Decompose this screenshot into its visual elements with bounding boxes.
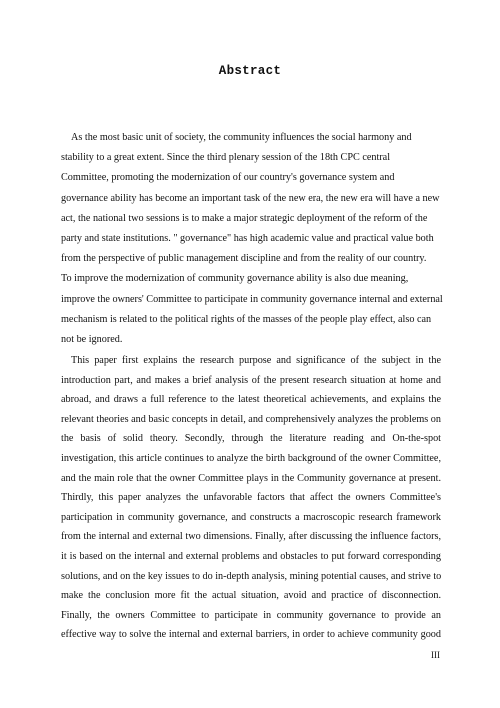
paragraph-line: it is based on the internal and external problems and obstacles to put forward corresponding (61, 550, 441, 562)
paragraph-line: make the conclusion more fit the actual situation, avoid and practice of disconnection. (61, 590, 441, 602)
paragraph-line: improve the owners' Committee to participate in community governance internal and external (61, 293, 443, 305)
page-number: III (431, 650, 440, 660)
paragraph-line: Finally, the owners Committee to participate in community governance to provide an (61, 609, 441, 621)
paragraph-line: party and state institutions. " governance" has high academic value and practical value both (61, 232, 434, 244)
paragraph-line: governance ability has become an important task of the new era, the new era will have a new (61, 192, 440, 204)
paragraph-line: abroad, and draws a full reference to the latest theoretical achievements, and explains the (61, 394, 441, 406)
paragraph-line: not be ignored. (61, 333, 123, 345)
paragraph-line: relevant theories and basic concepts in detail, and comprehensively analyzes the problems on (61, 413, 441, 425)
paragraph-line: from the perspective of public management discipline and from the reality of our country. (61, 253, 427, 265)
abstract-paragraph-1 (61, 128, 441, 350)
paragraph-line: To improve the modernization of community governance ability is also due meaning, (61, 273, 409, 285)
paragraph-line: and the main role that the owner Committee plays in the Community governance at present. (61, 472, 441, 484)
paragraph-line: Thirdly, this paper analyzes the unfavorable factors that affect the owners Committee's (61, 492, 441, 504)
paragraph-line: act, the national two sessions is to make a major strategic deployment of the reform of the (61, 212, 428, 224)
paragraph-line: stability to a great extent. Since the third plenary session of the 18th CPC central (61, 152, 391, 164)
paragraph-line: participation in community governance, and constructs a macroscopic research framework (61, 511, 441, 523)
paragraph-line: introduction part, and makes a brief analysis of the present research situation at home and (61, 374, 441, 386)
page-title: Abstract (218, 64, 282, 78)
abstract-paragraph-2 (61, 351, 441, 645)
paragraph-line: solutions, and on the key issues to do in-depth analysis, mining potential causes, and strive to (61, 570, 442, 582)
paragraph-line: from the internal and external two dimensions. Finally, after discussing the influence factors, (61, 531, 441, 543)
paragraph-line: As the most basic unit of society, the community influences the social harmony and (71, 132, 412, 143)
paragraph-line: This paper first explains the research purpose and significance of the subject in the (71, 355, 441, 366)
paragraph-line: investigation, this article continues to analyze the birth background of the owner Committee, (61, 452, 441, 464)
paragraph-line: the basis of solid theory. Secondly, through the literature reading and On-the-spot (61, 433, 441, 445)
paragraph-line: mechanism is related to the political rights of the masses of the people play effect, also can (61, 313, 432, 325)
paragraph-line: Committee, promoting the modernization of our country's governance system and (61, 172, 395, 184)
paragraph-line: effective way to solve the internal and external barriers, in order to achieve community good (61, 629, 441, 641)
